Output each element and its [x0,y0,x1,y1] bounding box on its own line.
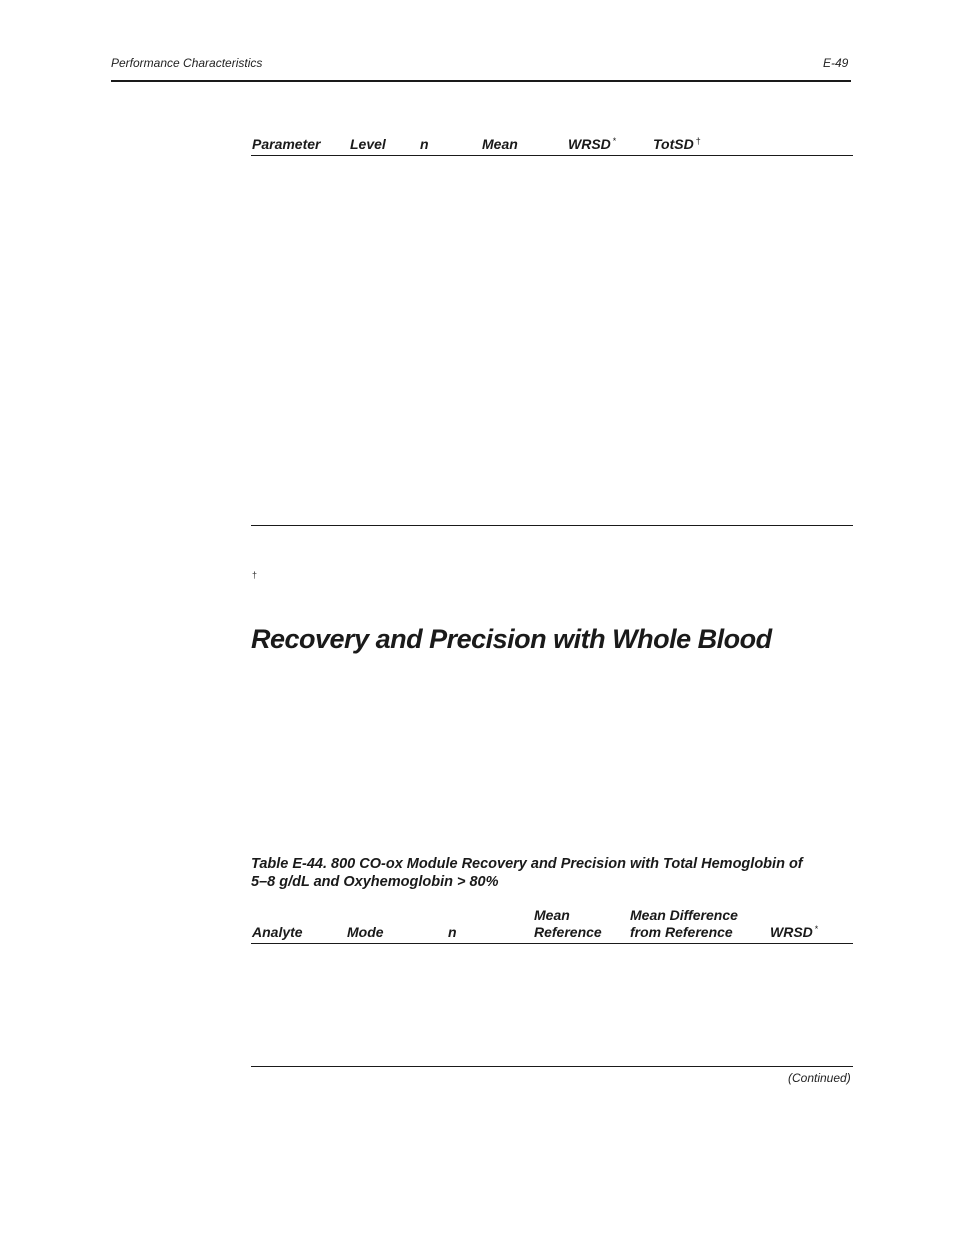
table2-header-mode: Mode [347,924,384,940]
table1-header-wrsd: WRSD * [568,136,617,152]
table2-header-mean-difference: Mean Difference from Reference [630,907,738,940]
table2-header-rule [251,943,853,944]
running-header-title: Performance Characteristics [111,56,263,70]
table1-header-parameter: Parameter [252,136,321,152]
table2-caption [251,855,811,891]
header-rule [111,80,851,82]
asterisk-note-marker: * [814,924,819,934]
page-number: E-49 [823,56,849,70]
table2-header-analyte: Analyte [252,924,303,940]
table1-header-rule [251,155,853,156]
dagger-note-marker: † [695,136,701,146]
asterisk-note-marker: * [612,136,617,146]
table2-caption-line2: 5–8 g/dL and Oxyhemoglobin > 80% [251,874,499,890]
table2-header-wrsd: WRSD * [770,924,819,940]
table2-bottom-rule [251,1066,853,1067]
continued-label: (Continued) [788,1071,851,1085]
table1-header-level: Level [350,136,386,152]
footnote-dagger: † [252,570,258,580]
table2-header-n: n [448,924,457,940]
table2-header-mean-reference: Mean Reference [534,907,602,940]
table1-bottom-rule [251,525,853,526]
table1-header-n: n [420,136,429,152]
table1-header-mean: Mean [482,136,518,152]
table2-caption-line1: Table E-44. 800 CO-ox Module Recovery and Precision with Total Hemoglobin of [251,856,803,872]
table1-header-totsd: TotSD † [653,136,701,152]
section-title: Recovery and Precision with Whole Blood [251,624,772,654]
